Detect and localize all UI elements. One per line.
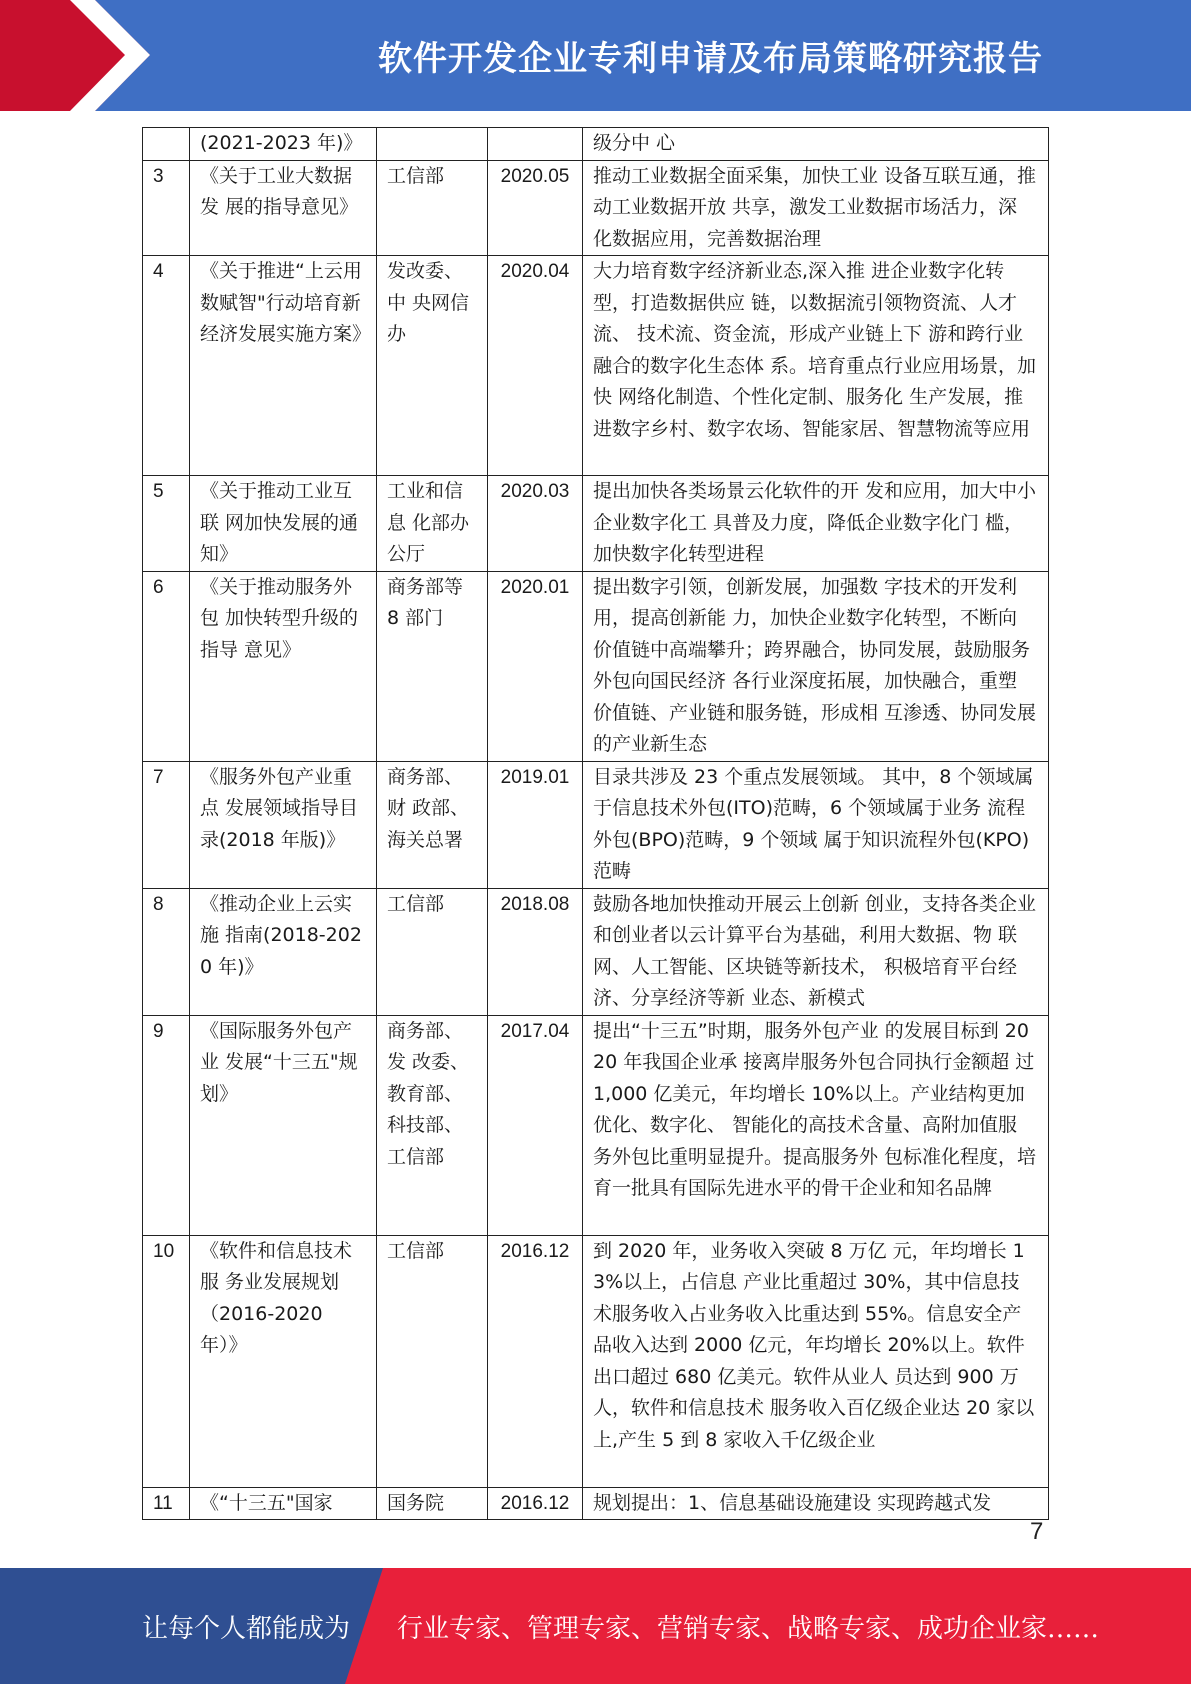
issuing-department: 商务部、财 政部、海关总署 <box>377 761 488 888</box>
row-number <box>143 128 190 161</box>
issue-date: 2020.03 <box>488 476 583 572</box>
page-number: 7 <box>1030 1518 1044 1545</box>
policy-name: 《软件和信息技术服 务业发展规划（2016-2020 年）》 <box>190 1235 377 1487</box>
policy-table-body <box>143 128 1049 1520</box>
table-row <box>143 128 1049 161</box>
page-footer <box>0 1568 1191 1684</box>
page-title: 软件开发企业专利申请及布局策略研究报告 <box>378 39 1043 79</box>
policy-name: 《“十三五"国家 <box>190 1487 377 1520</box>
page-header <box>0 0 1191 111</box>
policy-name: 《关于推进“上云用 数赋智"行动培育新 经济发展实施方案》 <box>190 256 377 476</box>
row-number: 3 <box>143 160 190 256</box>
issue-date: 2020.01 <box>488 571 583 761</box>
row-number: 7 <box>143 761 190 888</box>
policy-name: 《关于推动工业互联 网加快发展的通知》 <box>190 476 377 572</box>
table-row <box>143 1015 1049 1235</box>
policy-content: 提出加快各类场景云化软件的开 发和应用，加大中小企业数字化工 具普及力度，降低企业数字化门 槛，加快数字化转型进程 <box>583 476 1049 572</box>
policy-content: 推动工业数据全面采集，加快工业 设备互联互通，推动工业数据开放 共享，激发工业数据市场活力，深 化数据应用，完善数据治理 <box>583 160 1049 256</box>
table-row <box>143 476 1049 572</box>
issuing-department: 商务部等 8 部门 <box>377 571 488 761</box>
issuing-department: 国务院 <box>377 1487 488 1520</box>
table-row <box>143 1235 1049 1487</box>
policy-content: 提出数字引领，创新发展，加强数 字技术的开发利用，提高创新能 力，加快企业数字化转型，不断向 价值链中高端攀升；跨界融合，协同发展，鼓励服务外包向国民经济 各行业深度拓展，加快融合，重塑 价值链、产业链和服务链，形成相 互渗透、协同发展的产业新生态 <box>583 571 1049 761</box>
row-number: 9 <box>143 1015 190 1235</box>
policy-name: (2021-2023 年)》 <box>190 128 377 161</box>
issuing-department: 工信部 <box>377 160 488 256</box>
policy-name: 《关于推动服务外包 加快转型升级的指导 意见》 <box>190 571 377 761</box>
policy-content: 目录共涉及 23 个重点发展领域。 其中，8 个领域属于信息技术外包(ITO)范畴，6 个领域属于业务 流程外包(BPO)范畴，9 个领域 属于知识流程外包(KPO)范畴 <box>583 761 1049 888</box>
issue-date: 2018.08 <box>488 888 583 1015</box>
policy-content: 到 2020 年，业务收入突破 8 万亿 元，年均增长 13%以上，占信息 产业比重超过 30%，其中信息技 术服务收入占业务收入比重达到 55%。信息安全产品收入达到 2000 亿元，年均增长 20%以上。软件 出口超过 680 亿美元。软件从业人 员达到 900 万人，软件和信息技术 服务收入百亿级企业达 20 家以 上,产生 5 到 8 家收入千亿级企业 <box>583 1235 1049 1487</box>
issuing-department: 商务部、发 改委、教育部、科技部、工信部 <box>377 1015 488 1235</box>
policy-content: 级分中 心 <box>583 128 1049 161</box>
row-number: 4 <box>143 256 190 476</box>
policy-name: 《关于工业大数据发 展的指导意见》 <box>190 160 377 256</box>
policy-content: 规划提出：1、信息基础设施建设 实现跨越式发 <box>583 1487 1049 1520</box>
policy-name: 《国际服务外包产业 发展“十三五"规划》 <box>190 1015 377 1235</box>
table-row <box>143 1487 1049 1520</box>
issue-date: 2016.12 <box>488 1487 583 1520</box>
policy-name: 《推动企业上云实施 指南(2018-2020 年)》 <box>190 888 377 1015</box>
issuing-department: 工业和信息 化部办公厅 <box>377 476 488 572</box>
footer-slogan-right: 行业专家、管理专家、营销专家、战略专家、成功企业家…… <box>397 1613 1100 1644</box>
issue-date: 2019.01 <box>488 761 583 888</box>
footer-slogan-left: 让每个人都能成为 <box>142 1613 351 1644</box>
row-number: 10 <box>143 1235 190 1487</box>
issue-date: 2016.12 <box>488 1235 583 1487</box>
policy-table <box>142 127 1049 1520</box>
row-number: 6 <box>143 571 190 761</box>
policy-content: 鼓励各地加快推动开展云上创新 创业，支持各类企业和创业者以云计算平台为基础，利用大数据、物 联网、人工智能、区块链等新技术， 积极培育平台经济、分享经济等新 业态、新模式 <box>583 888 1049 1015</box>
policy-content: 提出“十三五”时期，服务外包产业 的发展目标到 2020 年我国企业承 接离岸服务外包合同执行金额超 过 1,000 亿美元，年均增长 10%以上。产业结构更加优化、数字化、 智能化的高技术含量、高附加值服 务外包比重明显提升。提高服务外 包标准化程度，培育一批具有国际先进水平的骨干企业和知名品牌 <box>583 1015 1049 1235</box>
table-row <box>143 571 1049 761</box>
table-row <box>143 888 1049 1015</box>
policy-name: 《服务外包产业重点 发展领域指导目录(2018 年版)》 <box>190 761 377 888</box>
row-number: 8 <box>143 888 190 1015</box>
issue-date <box>488 128 583 161</box>
table-row <box>143 761 1049 888</box>
issue-date: 2020.04 <box>488 256 583 476</box>
row-number: 11 <box>143 1487 190 1520</box>
table-row <box>143 160 1049 256</box>
issuing-department: 工信部 <box>377 888 488 1015</box>
policy-content: 大力培育数字经济新业态,深入推 进企业数字化转型，打造数据供应 链，以数据流引领物资流、人才流、 技术流、资金流，形成产业链上下 游和跨行业融合的数字化生态体 系。培育重点行业应用场景，加快 网络化制造、个性化定制、服务化 生产发展，推进数字乡村、数字农场、智能家居、智慧物流等应用 <box>583 256 1049 476</box>
issue-date: 2017.04 <box>488 1015 583 1235</box>
issuing-department: 发改委、中 央网信办 <box>377 256 488 476</box>
issuing-department: 工信部 <box>377 1235 488 1487</box>
issue-date: 2020.05 <box>488 160 583 256</box>
issuing-department <box>377 128 488 161</box>
table-row <box>143 256 1049 476</box>
row-number: 5 <box>143 476 190 572</box>
